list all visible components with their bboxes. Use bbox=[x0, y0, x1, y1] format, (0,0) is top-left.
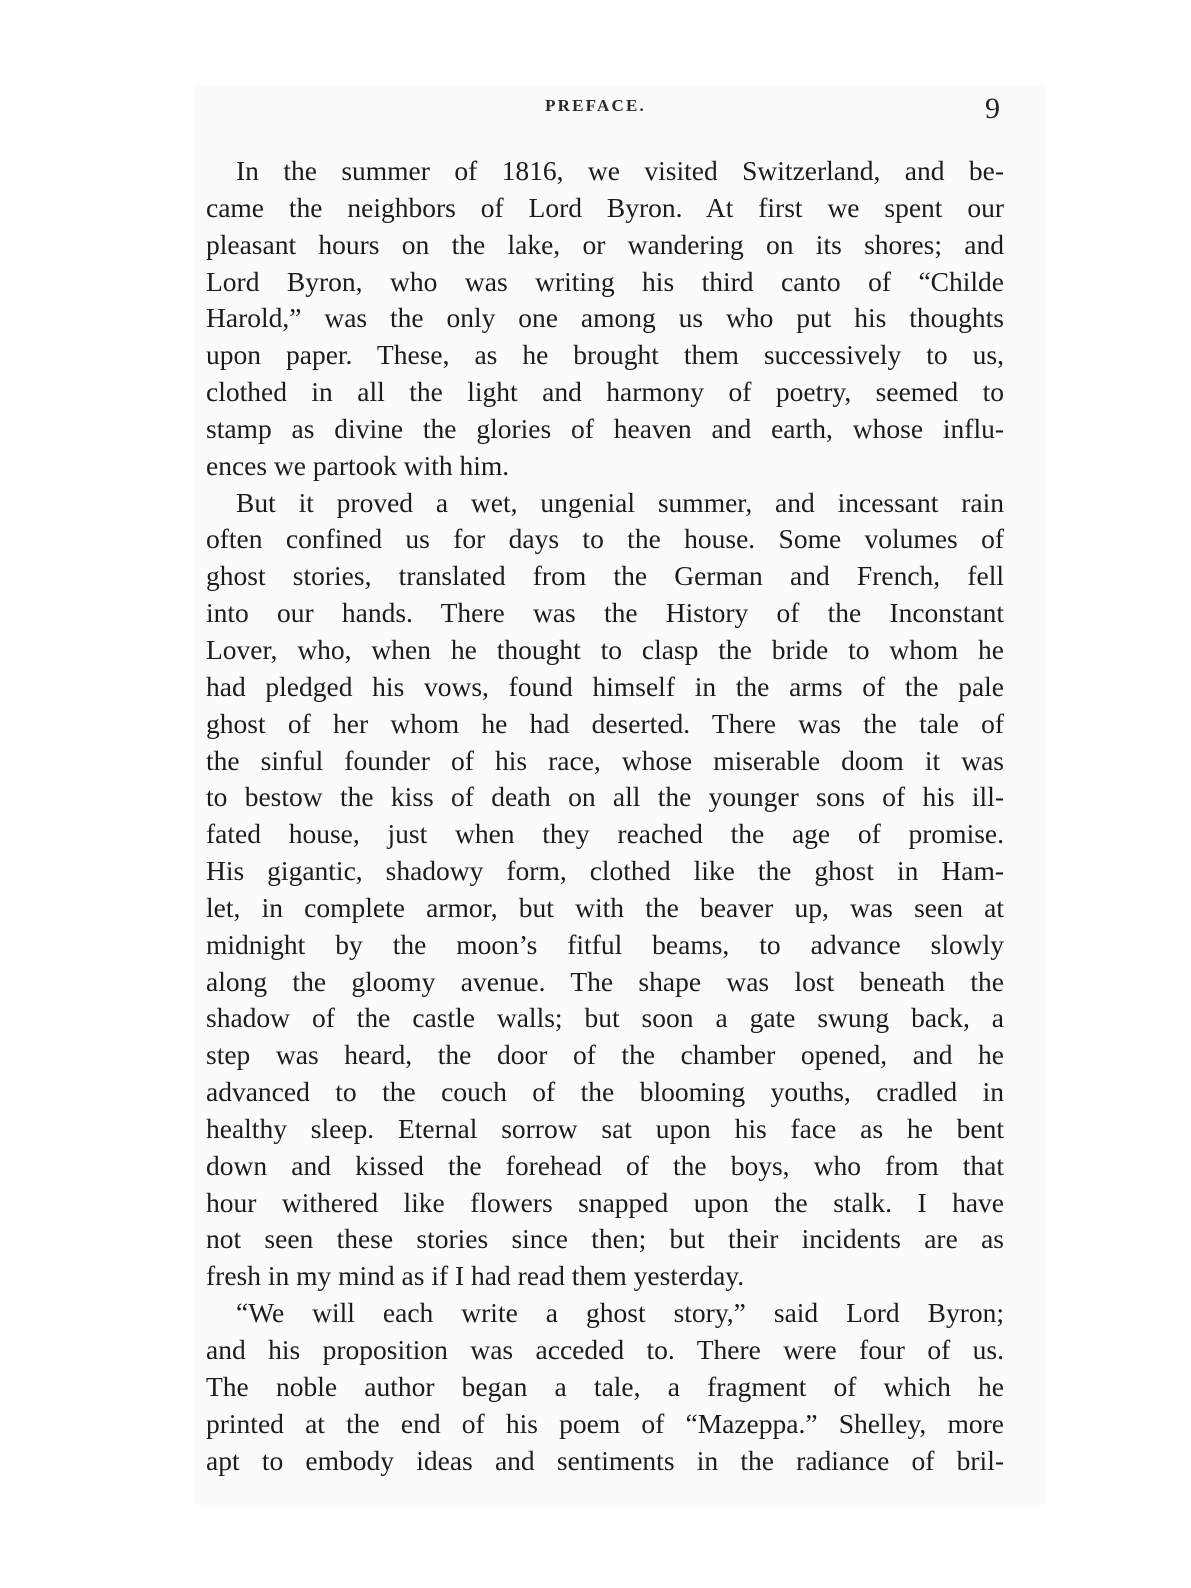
text-line: clothed in all the light and harmony of poetry, seemed to bbox=[206, 376, 1004, 408]
text-line: stamp as divine the glories of heaven and earth, whose influ- bbox=[206, 412, 1004, 444]
text-line: midnight by the moon’s fitful beams, to advance slowly bbox=[206, 928, 1004, 960]
paragraph-2 bbox=[206, 485, 1004, 1296]
text-line: to bestow the kiss of death on all the younger sons of his ill- bbox=[206, 781, 1004, 813]
text-line: along the gloomy avenue. The shape was lost beneath the bbox=[206, 965, 1004, 997]
text-line: advanced to the couch of the blooming youths, cradled in bbox=[206, 1076, 1004, 1108]
text-line: pleasant hours on the lake, or wandering on its shores; and bbox=[206, 228, 1004, 260]
text-line: His gigantic, shadowy form, clothed like the ghost in Ham- bbox=[206, 855, 1004, 887]
running-head: PREFACE. bbox=[545, 96, 646, 115]
text-line: not seen these stories since then; but their incidents are as bbox=[206, 1223, 1004, 1255]
body-text bbox=[206, 153, 1004, 1479]
text-line: ences we partook with him. bbox=[206, 449, 510, 481]
text-line: Lover, who, when he thought to clasp the bride to whom he bbox=[206, 633, 1004, 665]
text-line: let, in complete armor, but with the beaver up, was seen at bbox=[206, 891, 1004, 923]
text-line: Lord Byron, who was writing his third canto of “Childe bbox=[206, 265, 1004, 297]
paragraph-3 bbox=[206, 1295, 1004, 1479]
text-line: healthy sleep. Eternal sorrow sat upon his face as he bent bbox=[206, 1112, 1004, 1144]
text-line: hour withered like flowers snapped upon the stalk. I have bbox=[206, 1186, 1004, 1218]
text-line: fresh in my mind as if I had read them yesterday. bbox=[206, 1260, 745, 1292]
text-line: shadow of the castle walls; but soon a gate swung back, a bbox=[206, 1002, 1004, 1034]
text-line: fated house, just when they reached the age of promise. bbox=[206, 818, 1004, 850]
text-line: came the neighbors of Lord Byron. At first we spent our bbox=[206, 191, 1004, 223]
text-line: The noble author began a tale, a fragment of which he bbox=[206, 1370, 1004, 1402]
text-line: into our hands. There was the History of the Inconstant bbox=[206, 597, 1004, 629]
text-line: But it proved a wet, ungenial summer, and incessant rain bbox=[236, 486, 1004, 518]
paragraph-1 bbox=[206, 153, 1004, 485]
text-line: often confined us for days to the house. Some volumes of bbox=[206, 523, 1004, 555]
text-line: had pledged his vows, found himself in the arms of the pale bbox=[206, 670, 1004, 702]
text-line: In the summer of 1816, we visited Switzerland, and be- bbox=[236, 155, 1004, 186]
text-line: ghost of her whom he had deserted. There was the tale of bbox=[206, 707, 1004, 739]
text-line: upon paper. These, as he brought them successively to us, bbox=[206, 339, 1004, 371]
text-line: down and kissed the forehead of the boys, who from that bbox=[206, 1149, 1004, 1181]
text-line: Harold,” was the only one among us who put his thoughts bbox=[206, 302, 1004, 334]
text-line: and his proposition was acceded to. There were four of us. bbox=[206, 1334, 1004, 1365]
page-number: 9 bbox=[985, 92, 1000, 125]
text-line: apt to embody ideas and sentiments in the radiance of bril- bbox=[206, 1444, 1004, 1476]
text-line: “We will each write a ghost story,” said Lord Byron; bbox=[236, 1297, 1004, 1329]
text-line: step was heard, the door of the chamber opened, and he bbox=[206, 1039, 1004, 1071]
text-line: the sinful founder of his race, whose miserable doom it was bbox=[206, 744, 1004, 776]
text-line: ghost stories, translated from the German and French, fell bbox=[206, 560, 1004, 592]
text-line: printed at the end of his poem of “Mazeppa.” Shelley, more bbox=[206, 1407, 1004, 1439]
